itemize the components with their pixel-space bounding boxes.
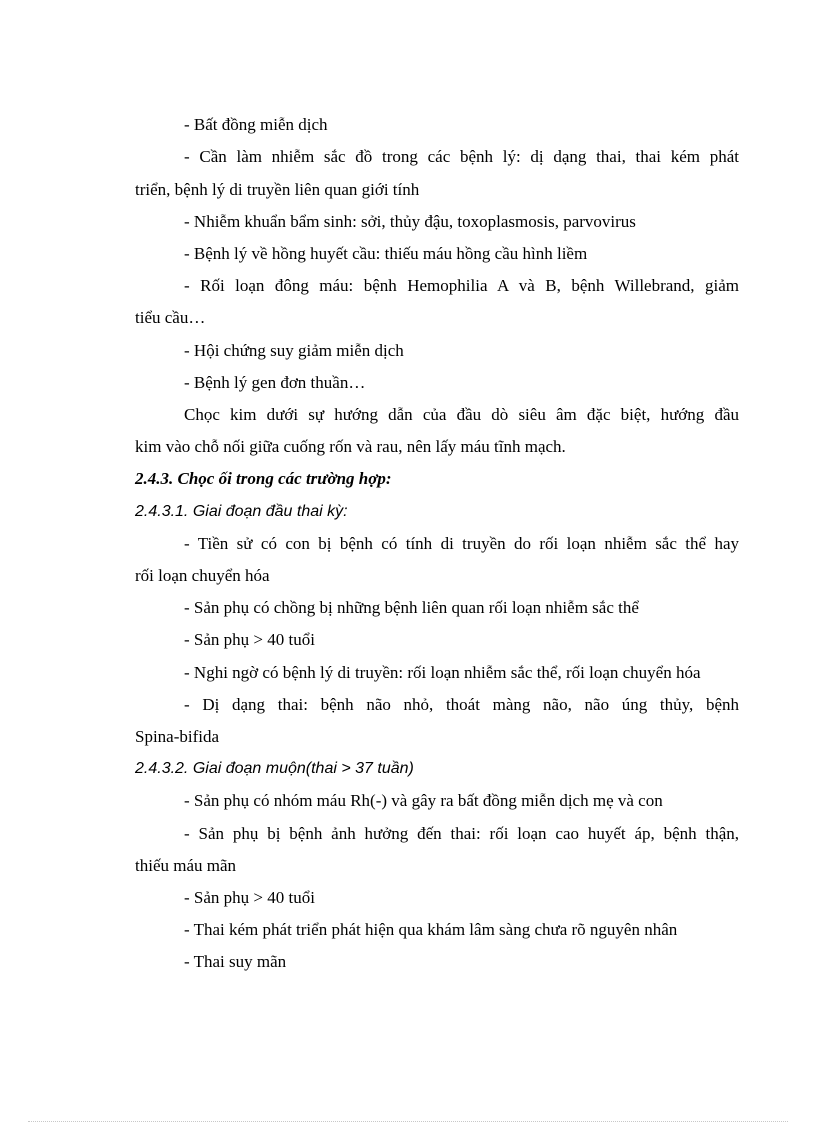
list-item: - Bệnh lý gen đơn thuần… (184, 373, 366, 392)
list-item: - Sản phụ > 40 tuổi (184, 888, 315, 907)
list-item: - Cần làm nhiễm sắc đồ trong các bệnh lý: dị dạng thai, thai kém phát (184, 147, 739, 166)
list-item: - Thai kém phát triển phát hiện qua khám lâm sàng chưa rõ nguyên nhân (184, 920, 678, 939)
list-item: - Sản phụ có nhóm máu Rh(-) và gây ra bất đồng miễn dịch mẹ và con (184, 791, 663, 810)
body-paragraph: Chọc kim dưới sự hướng dẫn của đầu dò siêu âm đặc biệt, hướng đầu (184, 405, 739, 424)
list-item: - Sản phụ bị bệnh ảnh hưởng đến thai: rối loạn cao huyết áp, bệnh thận, (184, 824, 739, 843)
list-item: - Tiền sử có con bị bệnh có tính di truyền do rối loạn nhiễm sắc thể hay (184, 534, 739, 553)
subsection-heading: 2.4.3.1. Giai đoạn đầu thai kỳ: (135, 503, 348, 520)
list-item-continuation: thiếu máu mãn (135, 856, 237, 875)
list-item-continuation: tiểu cầu… (135, 308, 206, 327)
subsection-heading: 2.4.3.2. Giai đoạn muộn(thai > 37 tuần) (135, 760, 414, 777)
list-item: - Nhiễm khuẩn bẩm sinh: sởi, thủy đậu, toxoplasmosis, parvovirus (184, 212, 636, 231)
list-item-continuation: rối loạn chuyển hóa (135, 566, 270, 585)
list-item-continuation: Spina-bifida (135, 727, 220, 746)
list-item: - Sản phụ có chồng bị những bệnh liên quan rối loạn nhiễm sắc thể (184, 598, 639, 617)
page-bottom-divider (28, 1121, 788, 1122)
list-item: - Dị dạng thai: bệnh não nhỏ, thoát màng não, não úng thủy, bệnh (184, 695, 739, 714)
list-item: - Rối loạn đông máu: bệnh Hemophilia A và B, bệnh Willebrand, giảm (184, 276, 739, 295)
list-item: - Nghi ngờ có bệnh lý di truyền: rối loạn nhiễm sắc thể, rối loạn chuyển hóa (184, 663, 701, 682)
list-item: - Bất đồng miễn dịch (184, 115, 328, 134)
list-item-continuation: triển, bệnh lý di truyền liên quan giới tính (135, 180, 420, 199)
list-item: - Hội chứng suy giảm miễn dịch (184, 341, 404, 360)
list-item: - Bệnh lý về hồng huyết cầu: thiếu máu hồng cầu hình liềm (184, 244, 588, 263)
section-heading: 2.4.3. Chọc ối trong các trường hợp: (135, 469, 392, 488)
body-paragraph-continuation: kim vào chỗ nối giữa cuống rốn và rau, nên lấy máu tĩnh mạch. (135, 437, 566, 456)
list-item: - Thai suy mãn (184, 952, 287, 971)
list-item: - Sản phụ > 40 tuổi (184, 630, 315, 649)
